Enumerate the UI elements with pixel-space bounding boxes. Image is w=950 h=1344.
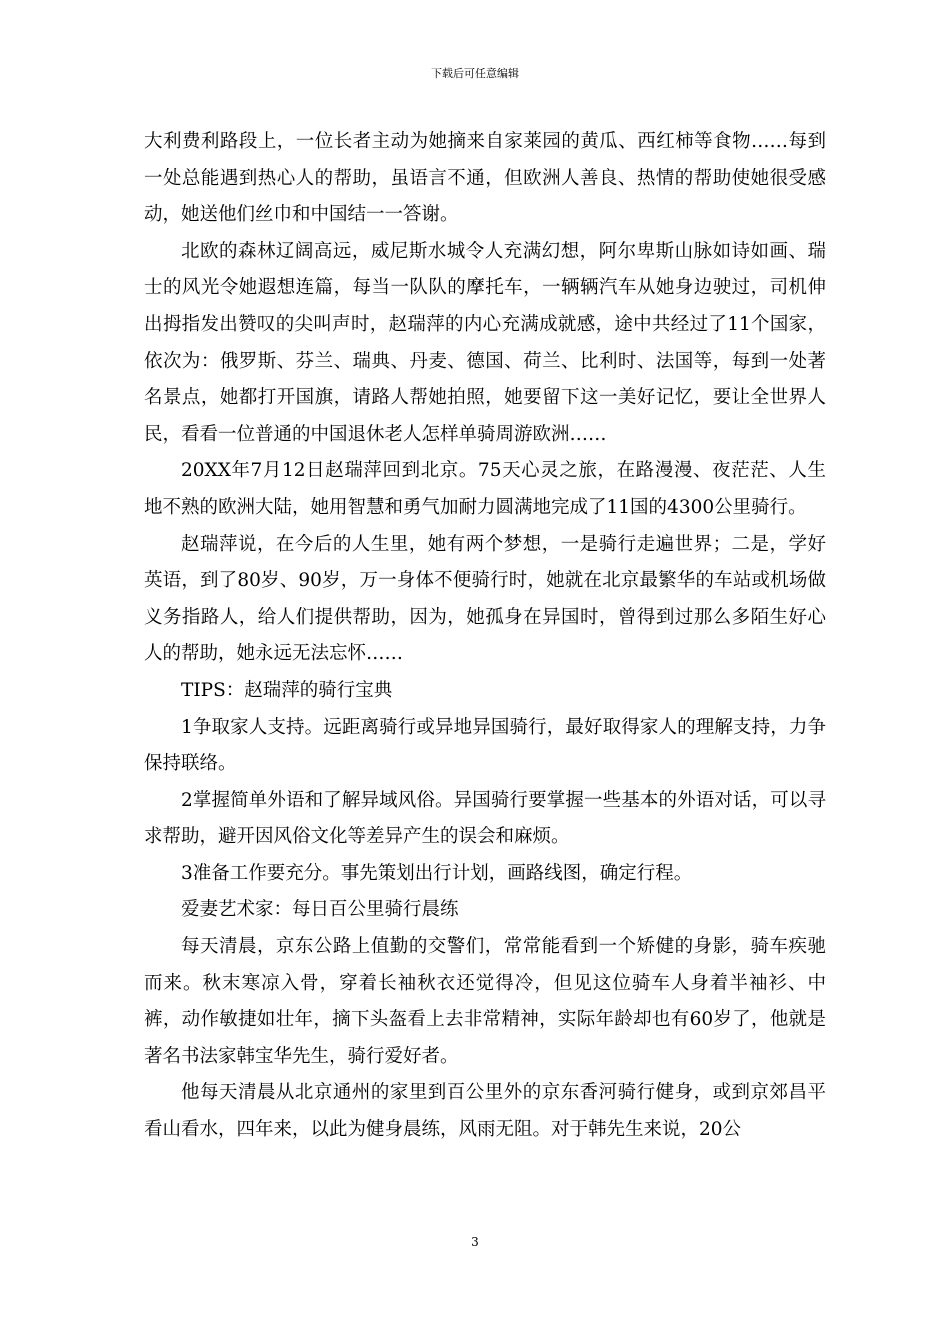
paragraph: 北欧的森林辽阔高远，威尼斯水城令人充满幻想，阿尔卑斯山脉如诗如画、瑞士的风光令她遐想连篇，每当一队队的摩托车，一辆辆汽车从她身边驶过，司机伸出拇指发出赞叹的尖叫声时，赵瑞萍的内心充满成就感，途中共经过了11个国家，依次为：俄罗斯、芬兰、瑞典、丹麦、德国、荷兰、比利时、法国等，每到一处著名景点，她都打开国旗，请路人帮她拍照，她要留下这一美好记忆，要让全世界人民，看看一位普通的中国退休老人怎样单骑周游欧洲…… bbox=[144, 240, 826, 445]
paragraph: 赵瑞萍说，在今后的人生里，她有两个梦想，一是骑行走遍世界；二是，学好英语，到了80岁、90岁，万一身体不便骑行时，她就在北京最繁华的车站或机场做义务指路人，给人们提供帮助，因为，她孤身在异国时，曾得到过那么多陌生好心人的帮助，她永远无法忘怀…… bbox=[144, 533, 826, 665]
paragraph: 每天清晨，京东公路上值勤的交警们，常常能看到一个矫健的身影，骑车疾驰而来。秋末寒凉入骨，穿着长袖秋衣还觉得冷，但见这位骑车人身着半袖衫、中裤，动作敏捷如壮年，摘下头盔看上去非常精神，实际年龄却也有60岁了，他就是著名书法家韩宝华先生，骑行爱好者。 bbox=[144, 936, 826, 1067]
page-number: 3 bbox=[471, 1235, 479, 1249]
tips-heading: TIPS：赵瑞萍的骑行宝典 bbox=[181, 679, 393, 701]
tip-item: 3准备工作要充分。事先策划出行计划，画路线图，确定行程。 bbox=[181, 862, 693, 884]
page-header: 下载后可任意编辑 bbox=[431, 67, 519, 80]
tip-item: 2掌握简单外语和了解异域风俗。异国骑行要掌握一些基本的外语对话，可以寻求帮助，避开因风俗文化等差异产生的误会和麻烦。 bbox=[144, 789, 826, 848]
paragraph: 20XX年7月12日赵瑞萍回到北京。75天心灵之旅，在路漫漫、夜茫茫、人生地不熟的欧洲大陆，她用智慧和勇气加耐力圆满地完成了11国的4300公里骑行。 bbox=[144, 460, 826, 518]
paragraph: 他每天清晨从北京通州的家里到百公里外的京东香河骑行健身，或到京郊昌平看山看水，四年来，以此为健身晨练，风雨无阻。对于韩先生来说，20公 bbox=[144, 1082, 826, 1141]
document-body bbox=[144, 124, 826, 1149]
tip-item: 1争取家人支持。远距离骑行或异地异国骑行，最好取得家人的理解支持，力争保持联络。 bbox=[144, 716, 826, 775]
paragraph: 大利费利路段上，一位长者主动为她摘来自家莱园的黄瓜、西红柿等食物……每到一处总能遇到热心人的帮助，虽语言不通，但欧洲人善良、热情的帮助使她很受感动，她送他们丝巾和中国结一一答谢。 bbox=[144, 131, 826, 226]
section-heading: 爱妻艺术家：每日百公里骑行晨练 bbox=[181, 899, 459, 921]
